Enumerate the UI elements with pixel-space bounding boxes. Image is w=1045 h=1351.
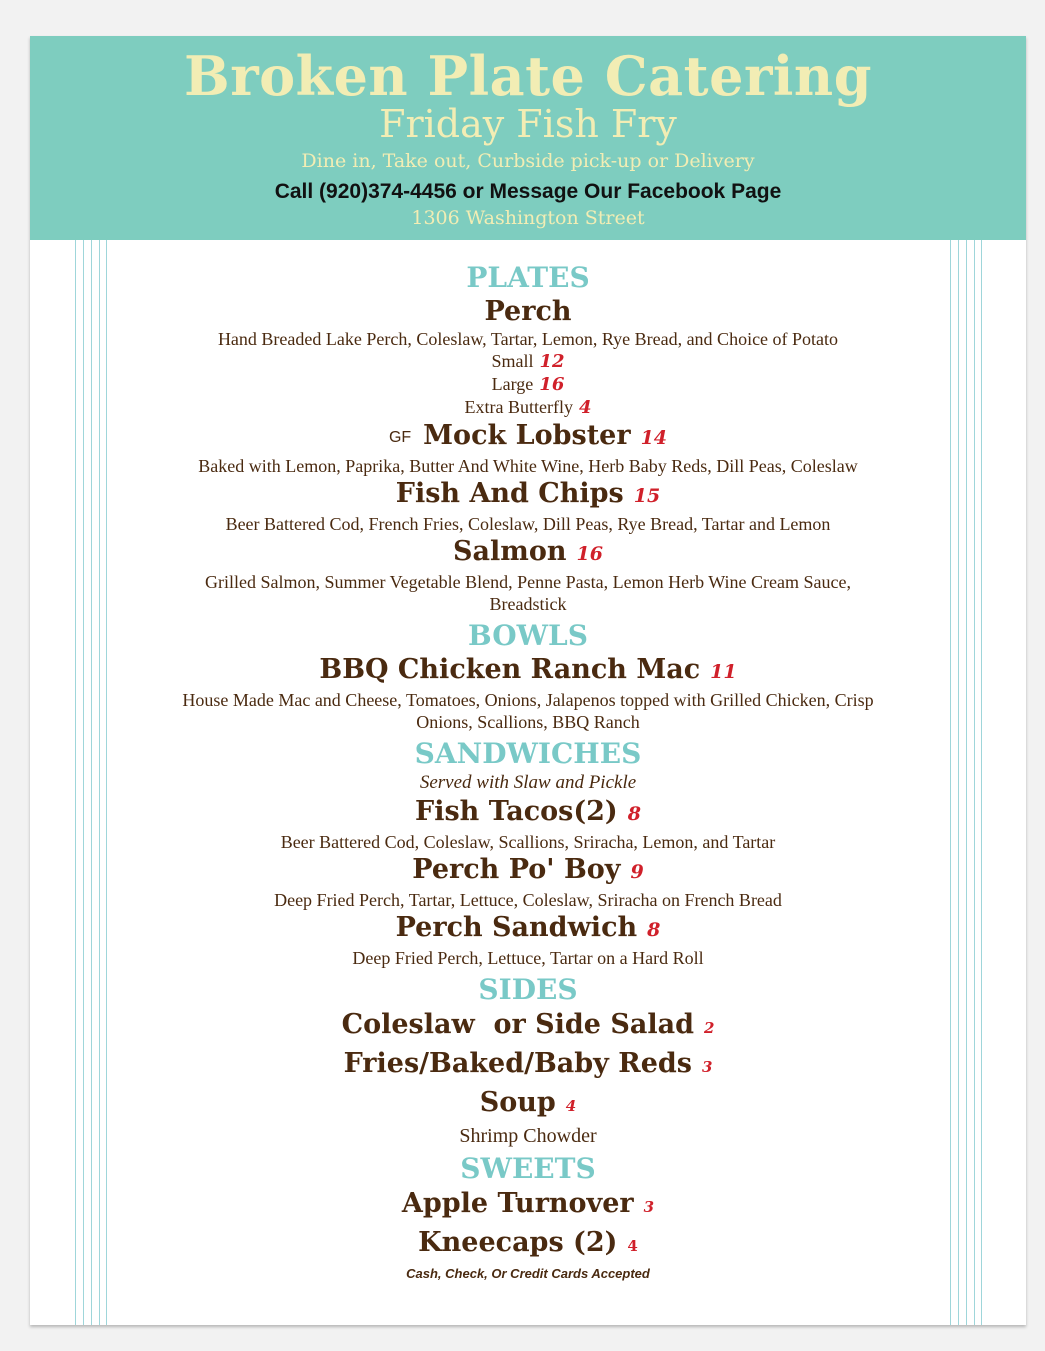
border-line bbox=[958, 240, 959, 1325]
item-price: 15 bbox=[633, 485, 661, 507]
category-heading-sandwiches: SANDWICHES bbox=[414, 737, 642, 770]
item-mock-lobster bbox=[110, 419, 946, 455]
item-price: 4 bbox=[565, 1097, 577, 1115]
border-line bbox=[106, 240, 107, 1325]
item-soup-desc: Shrimp Chowder bbox=[459, 1125, 597, 1147]
border-line bbox=[966, 240, 967, 1325]
border-line bbox=[974, 240, 975, 1325]
item-price: 3 bbox=[701, 1058, 713, 1076]
item-bbq-desc-cont: Onions, Scallions, BBQ Ranch bbox=[416, 712, 640, 732]
border-line bbox=[91, 240, 92, 1325]
size-price: 4 bbox=[578, 397, 592, 418]
item-salmon-desc: Grilled Salmon, Summer Vegetable Blend, Penne Pasta, Lemon Herb Wine Cream Sauce, bbox=[205, 572, 851, 592]
item-name: Fish And Chips bbox=[395, 478, 624, 509]
contact-line: Call (920)374-4456 or Message Our Facebook Page bbox=[274, 180, 782, 203]
item-name: Salmon bbox=[453, 536, 567, 567]
item-price: 9 bbox=[630, 861, 644, 883]
item-fish-tacos bbox=[110, 795, 946, 831]
sandwiches-note: Served with Slaw and Pickle bbox=[419, 772, 637, 793]
item-name: Kneecaps (2) bbox=[418, 1227, 618, 1258]
item-price: 16 bbox=[576, 543, 603, 565]
category-heading-sides: SIDES bbox=[478, 973, 578, 1006]
address: 1306 Washington Street bbox=[411, 207, 645, 229]
border-line bbox=[981, 240, 982, 1325]
item-salmon bbox=[110, 535, 946, 571]
item-bbq-chicken-ranch-mac bbox=[110, 653, 946, 689]
menu-page bbox=[30, 36, 1026, 1325]
item-perch-po-boy bbox=[110, 853, 946, 889]
menu-subtitle: Friday Fish Fry bbox=[379, 102, 677, 146]
item-perch-sandwich bbox=[110, 911, 946, 947]
item-price: 11 bbox=[710, 661, 737, 683]
size-price: 16 bbox=[539, 374, 565, 395]
item-po-boy-desc: Deep Fried Perch, Tartar, Lettuce, Coleslaw, Sriracha on French Bread bbox=[274, 890, 782, 910]
size-row bbox=[110, 396, 946, 419]
item-price: 14 bbox=[640, 427, 668, 449]
item-mock-lobster-desc: Baked with Lemon, Paprika, Butter And White Wine, Herb Baby Reds, Dill Peas, Coleslaw bbox=[198, 456, 858, 476]
size-row bbox=[110, 350, 946, 373]
item-bbq-desc: House Made Mac and Cheese, Tomatoes, Onions, Jalapenos topped with Grilled Chicken, Crisp bbox=[182, 690, 874, 710]
item-fish-and-chips bbox=[110, 477, 946, 513]
border-line bbox=[950, 240, 951, 1325]
size-label: Small bbox=[491, 351, 534, 371]
item-perch-sandwich-desc: Deep Fried Perch, Lettuce, Tartar on a Hard Roll bbox=[352, 948, 704, 968]
item-name: Mock Lobster bbox=[423, 420, 631, 451]
gluten-free-tag: GF bbox=[388, 429, 412, 446]
border-line bbox=[75, 240, 76, 1325]
border-line bbox=[83, 240, 84, 1325]
size-label: Large bbox=[491, 374, 534, 394]
item-name: Soup bbox=[479, 1087, 556, 1118]
category-heading-bowls: BOWLS bbox=[468, 619, 588, 652]
item-perch-name: Perch bbox=[484, 296, 572, 327]
item-price: 8 bbox=[627, 803, 641, 825]
category-heading-sweets: SWEETS bbox=[460, 1152, 596, 1185]
size-price: 12 bbox=[539, 351, 565, 372]
item-soup bbox=[110, 1085, 946, 1124]
menu-body bbox=[110, 261, 946, 1264]
item-price: 2 bbox=[703, 1019, 715, 1037]
service-options: Dine in, Take out, Curbside pick-up or Delivery bbox=[301, 150, 755, 172]
item-name: Perch Sandwich bbox=[395, 912, 638, 943]
border-line bbox=[99, 240, 100, 1325]
item-price: 4 bbox=[627, 1237, 638, 1255]
menu-header bbox=[30, 36, 1026, 240]
item-fish-tacos-desc: Beer Battered Cod, Coleslaw, Scallions, Sriracha, Lemon, and Tartar bbox=[280, 832, 776, 852]
item-fries bbox=[110, 1046, 946, 1085]
item-name: Coleslaw or Side Salad bbox=[341, 1009, 694, 1040]
item-name: BBQ Chicken Ranch Mac bbox=[319, 654, 701, 685]
item-price: 8 bbox=[647, 919, 661, 941]
item-kneecaps bbox=[110, 1225, 946, 1264]
category-heading-plates: PLATES bbox=[466, 261, 590, 294]
item-coleslaw bbox=[110, 1007, 946, 1046]
size-row bbox=[110, 373, 946, 396]
item-name: Apple Turnover bbox=[401, 1188, 634, 1219]
item-perch-desc: Hand Breaded Lake Perch, Coleslaw, Tartar, Lemon, Rye Bread, and Choice of Potato bbox=[217, 329, 839, 349]
item-fish-and-chips-desc: Beer Battered Cod, French Fries, Coleslaw, Dill Peas, Rye Bread, Tartar and Lemon bbox=[225, 514, 831, 534]
item-price: 3 bbox=[643, 1198, 655, 1216]
size-label: Extra Butterfly bbox=[464, 397, 573, 417]
business-title: Broken Plate Catering bbox=[184, 44, 872, 108]
item-name: Perch Po' Boy bbox=[412, 854, 621, 885]
item-apple-turnover bbox=[110, 1186, 946, 1225]
item-name: Fries/Baked/Baby Reds bbox=[343, 1048, 692, 1079]
item-salmon-desc-cont: Breadstick bbox=[489, 594, 567, 614]
item-name: Fish Tacos(2) bbox=[415, 796, 618, 827]
payment-note: Cash, Check, Or Credit Cards Accepted bbox=[406, 1266, 650, 1281]
